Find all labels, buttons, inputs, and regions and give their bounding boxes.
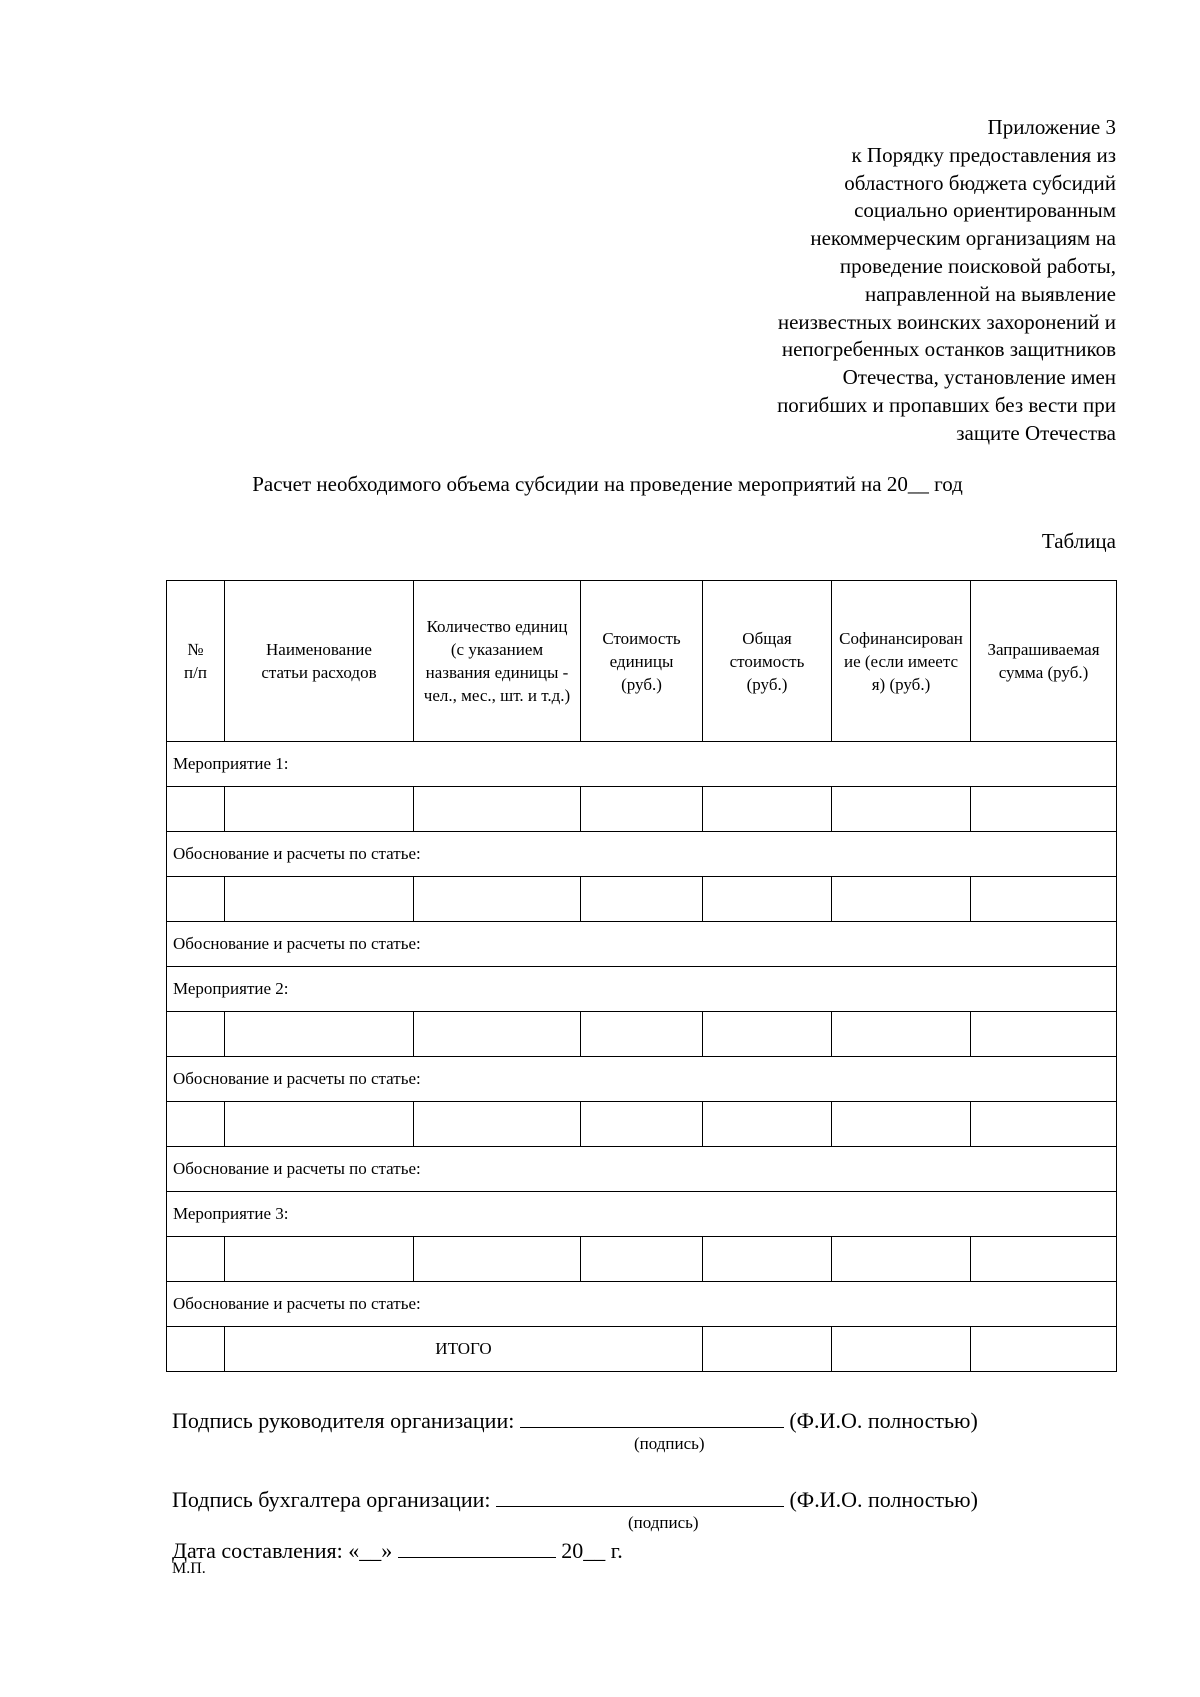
cell-number[interactable]: [167, 787, 225, 832]
head-signature-line: [172, 1405, 978, 1434]
cell-cofinancing[interactable]: [832, 1102, 971, 1147]
head-signature-hint: (подпись): [634, 1434, 705, 1453]
header-item-name: Наименование статьи расходов: [225, 581, 414, 742]
header-requested-sum: Запрашиваемая сумма (руб.): [971, 581, 1117, 742]
subsidy-calculation-table: [166, 580, 1117, 1372]
total-row: [167, 1327, 1117, 1372]
cell-item-name[interactable]: [225, 1237, 414, 1282]
appendix-block: [777, 114, 1116, 448]
cell-quantity[interactable]: [414, 1237, 581, 1282]
appendix-line: некоммерческим организациям на: [810, 226, 1116, 251]
appendix-line: погибших и пропавших без вести при: [777, 392, 1116, 417]
cell-quantity[interactable]: [414, 877, 581, 922]
cell-total-cost[interactable]: [703, 787, 832, 832]
cell-unit-cost[interactable]: [581, 1237, 703, 1282]
table-row: [167, 1237, 1117, 1282]
appendix-line: к Порядку предоставления из: [851, 142, 1116, 167]
event-3-label: Мероприятие 3:: [167, 1192, 1117, 1237]
justification-label: Обоснование и расчеты по статье:: [167, 922, 1117, 967]
head-fio-label: (Ф.И.О. полностью): [789, 1408, 978, 1433]
justification-label: Обоснование и расчеты по статье:: [167, 1057, 1117, 1102]
cell-total-cost[interactable]: [703, 1012, 832, 1057]
table-row: [167, 787, 1117, 832]
header-cofinancing: Софинансирование (если имеется) (руб.): [832, 581, 971, 742]
cell-requested-sum[interactable]: [971, 1237, 1117, 1282]
table-row: [167, 1012, 1117, 1057]
table-row: [167, 877, 1117, 922]
accountant-fio-label: (Ф.И.О. полностью): [789, 1487, 978, 1512]
cell-cofinancing[interactable]: [832, 1237, 971, 1282]
cell-total-cost[interactable]: [703, 877, 832, 922]
header-quantity: Количество единиц (с указанием названия единицы - чел., мес., шт. и т.д.): [414, 581, 581, 742]
cell-cofinancing[interactable]: [832, 877, 971, 922]
cell-unit-cost[interactable]: [581, 1012, 703, 1057]
cell-item-name[interactable]: [225, 1012, 414, 1057]
cell-number[interactable]: [167, 877, 225, 922]
appendix-line: непогребенных останков защитников: [781, 337, 1116, 362]
cell-number[interactable]: [167, 1327, 225, 1372]
accountant-signature-line: [172, 1484, 978, 1513]
cell-cofinancing[interactable]: [832, 1012, 971, 1057]
cell-cofinancing[interactable]: [832, 1327, 971, 1372]
cell-total-cost[interactable]: [703, 1327, 832, 1372]
stamp-place-label: М.П.: [172, 1560, 206, 1577]
head-signature-field[interactable]: [520, 1405, 784, 1428]
table-header-row: [167, 581, 1117, 742]
cell-total-cost[interactable]: [703, 1237, 832, 1282]
cell-unit-cost[interactable]: [581, 1102, 703, 1147]
accountant-signature-label: Подпись бухгалтера организации:: [172, 1487, 491, 1512]
cell-item-name[interactable]: [225, 787, 414, 832]
event-1-label: Мероприятие 1:: [167, 742, 1117, 787]
justification-label: Обоснование и расчеты по статье:: [167, 832, 1117, 877]
justification-label: Обоснование и расчеты по статье:: [167, 1147, 1117, 1192]
appendix-line: Приложение 3: [987, 115, 1116, 139]
cell-quantity[interactable]: [414, 1102, 581, 1147]
justification-label: Обоснование и расчеты по статье:: [167, 1282, 1117, 1327]
date-year: 20__ г.: [561, 1538, 623, 1563]
head-signature-label: Подпись руководителя организации:: [172, 1408, 515, 1433]
appendix-line: областного бюджета субсидий: [844, 170, 1116, 195]
cell-number[interactable]: [167, 1237, 225, 1282]
cell-requested-sum[interactable]: [971, 1327, 1117, 1372]
cell-unit-cost[interactable]: [581, 787, 703, 832]
cell-requested-sum[interactable]: [971, 877, 1117, 922]
cell-number[interactable]: [167, 1102, 225, 1147]
cell-item-name[interactable]: [225, 1102, 414, 1147]
appendix-line: Отечества, установление имен: [842, 365, 1116, 390]
header-total-cost: Общая стоимость (руб.): [703, 581, 832, 742]
appendix-line: направленной на выявление: [865, 281, 1116, 306]
event-2-label: Мероприятие 2:: [167, 967, 1117, 1012]
accountant-signature-field[interactable]: [496, 1484, 784, 1507]
cell-quantity[interactable]: [414, 787, 581, 832]
table-label: Таблица: [1041, 529, 1116, 553]
cell-requested-sum[interactable]: [971, 787, 1117, 832]
cell-item-name[interactable]: [225, 877, 414, 922]
cell-unit-cost[interactable]: [581, 877, 703, 922]
cell-number[interactable]: [167, 1012, 225, 1057]
header-unit-cost: Стоимость единицы (руб.): [581, 581, 703, 742]
cell-total-cost[interactable]: [703, 1102, 832, 1147]
table-row: [167, 1102, 1117, 1147]
appendix-line: проведение поисковой работы,: [839, 253, 1116, 278]
appendix-line: социально ориентированным: [854, 198, 1116, 223]
appendix-line: защите Отечества: [956, 420, 1116, 445]
date-month-field[interactable]: [398, 1535, 556, 1558]
accountant-signature-hint: (подпись): [628, 1513, 699, 1532]
cell-requested-sum[interactable]: [971, 1012, 1117, 1057]
date-line: [172, 1535, 623, 1564]
cell-quantity[interactable]: [414, 1012, 581, 1057]
header-number: № п/п: [167, 581, 225, 742]
date-label: Дата составления: «__»: [172, 1538, 393, 1563]
cell-cofinancing[interactable]: [832, 787, 971, 832]
total-label: ИТОГО: [225, 1327, 703, 1372]
appendix-line: неизвестных воинских захоронений и: [777, 309, 1116, 334]
cell-requested-sum[interactable]: [971, 1102, 1117, 1147]
document-title: Расчет необходимого объема субсидии на проведение мероприятий на 20__ год: [252, 472, 963, 496]
